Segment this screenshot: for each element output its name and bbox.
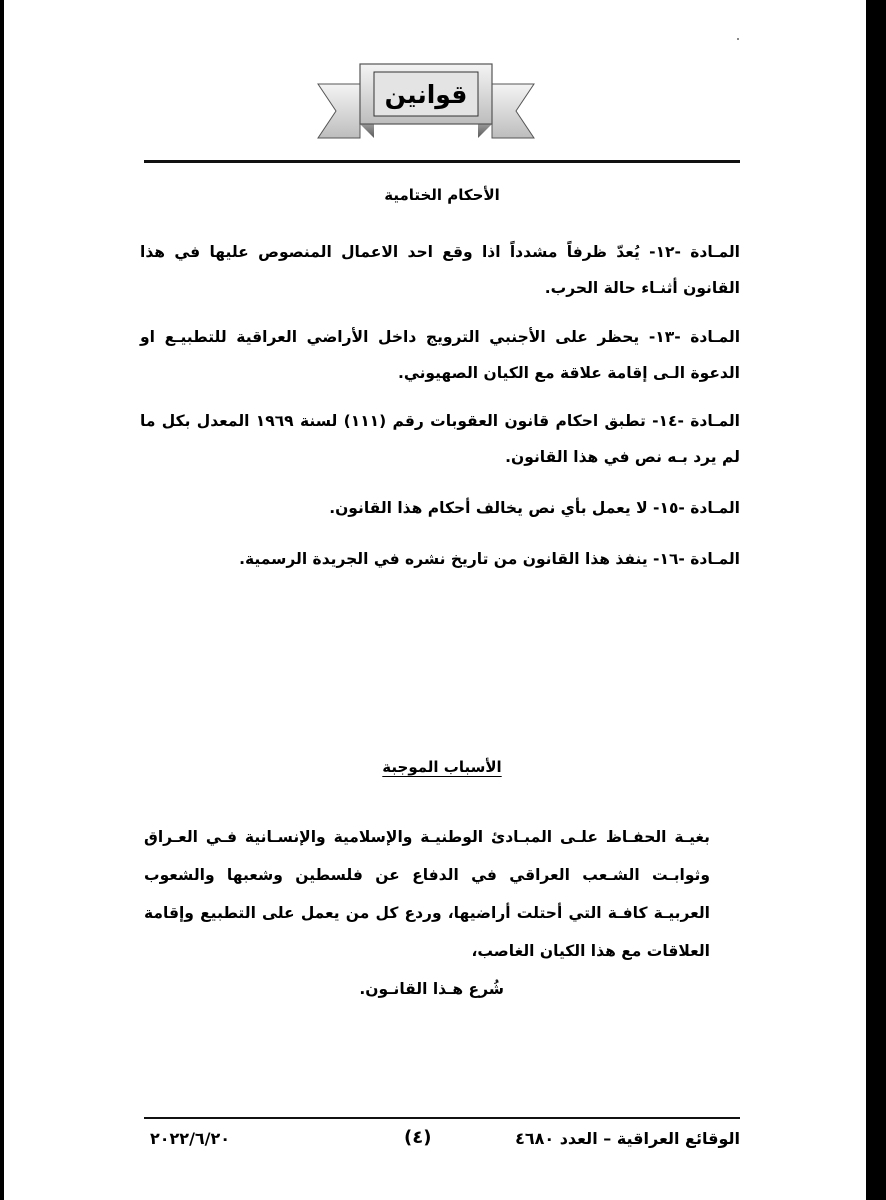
header-rule: [144, 160, 740, 163]
article-13: المـادة -١٣- يحظر على الأجنبي الترويج داخل الأراضي العراقية للتطبيـع او الدعوة الـى إقامة علاقة مع الكيان الصهيوني.: [140, 328, 741, 382]
justifications-heading-text: الأسباب الموجبة: [382, 758, 502, 776]
article-12: المـادة -١٢- يُعدّ ظرفاً مشدداً اذا وقع احد الاعمال المنصوص عليها في هذا القانون أثنـاء حالة الحرب.: [140, 243, 740, 297]
footer-date: ٢٠٢٢/٦/٢٠: [150, 1129, 231, 1148]
justifications-block: [144, 818, 740, 1008]
scan-speck: [737, 38, 739, 40]
article-16: المـادة -١٦- ينفذ هذا القانون من تاريخ نشره في الجريدة الرسمية.: [239, 550, 740, 568]
banner-title: قوانين: [384, 79, 468, 109]
footer-publication: الوقائع العراقية – العدد ٤٦٨٠: [515, 1129, 740, 1148]
footer-page-number: (٤): [404, 1127, 432, 1148]
article-14: المـادة -١٤- تطبق احكام قانون العقوبات رقم (١١١) لسنة ١٩٦٩ المعدل بكل ما لم يرد بـه نص في هذا القانون.: [140, 412, 740, 466]
article-15: المـادة -١٥- لا يعمل بأي نص يخالف أحكام هذا القانون.: [329, 499, 740, 517]
section-banner: [314, 58, 538, 140]
final-provisions-heading: الأحكام الختامية: [384, 186, 500, 204]
justifications-heading: [144, 758, 740, 776]
enactment-line: شُرع هـذا القانـون.: [359, 980, 504, 998]
footer-rule: [144, 1117, 740, 1119]
document-page: [4, 0, 866, 1200]
justifications-paragraph: بغيـة الحفـاظ علـى المبـادئ الوطنيـة والإسلامية والإنسـانية فـي العـراق وثوابـت الشـعب العراقي في الدفاع عن فلسطين وشعبها والشعوب العربيـة كافـة التي أحتلت أراضيها، وردع كل من يعمل على التطبيع وإقامة العلاقات مع هذا الكيان الغاصب،: [144, 828, 710, 960]
